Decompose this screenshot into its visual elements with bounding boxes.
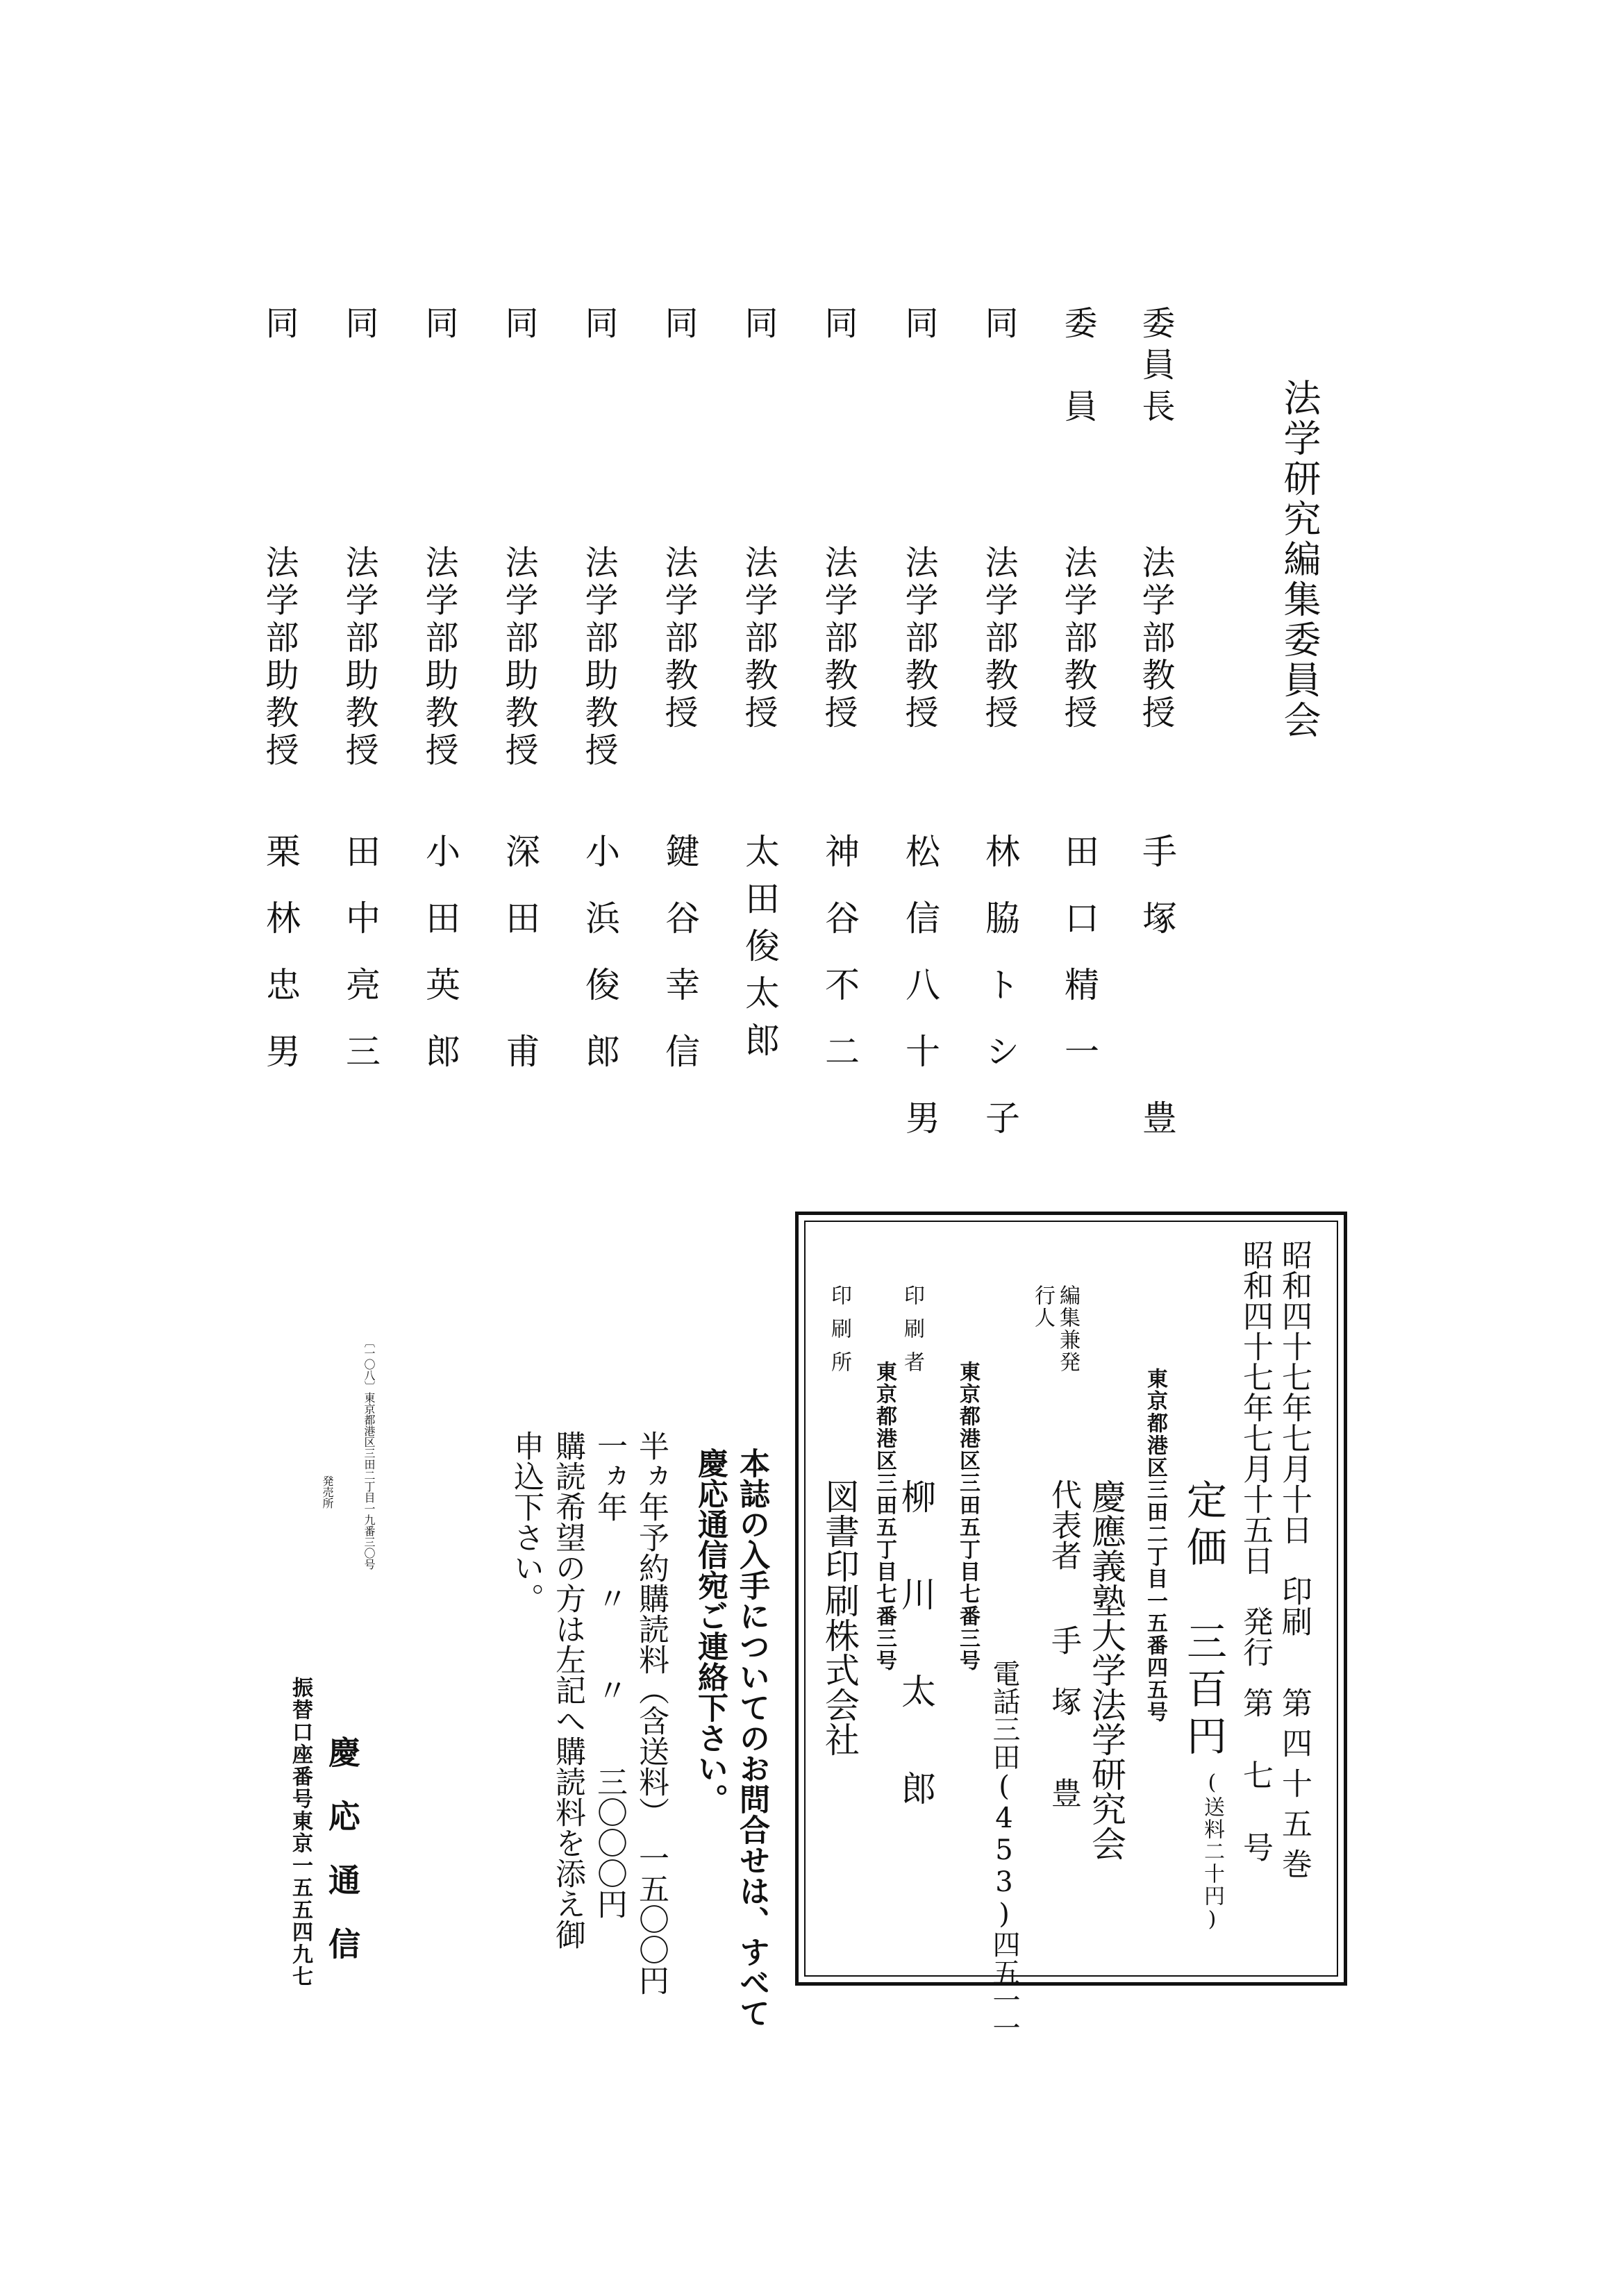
- committee-member: [655, 305, 710, 1166]
- member-role: 同: [340, 305, 378, 347]
- member-name: 深田 甫: [500, 833, 540, 1100]
- member-affiliation: 法学部助教授: [499, 545, 538, 770]
- editor-label: 編集兼発行人: [1031, 1284, 1080, 1373]
- member-affiliation: 法学部助教授: [579, 545, 618, 770]
- colophon-box: [795, 1212, 1347, 2041]
- postage: (送料二十円): [1200, 1770, 1224, 1933]
- print-date: 昭和四十七年七月十日 印刷: [1276, 1239, 1312, 1636]
- member-affiliation: 法学部教授: [1136, 545, 1175, 732]
- member-affiliation: 法学部教授: [659, 545, 698, 732]
- publisher-address: 東京都港区三田二丁目一五番四五号: [1143, 1368, 1167, 1723]
- member-role: 同: [260, 305, 299, 347]
- member-name: 鍵谷幸信: [660, 833, 700, 1100]
- price: 定価 三百円: [1180, 1479, 1227, 1762]
- distributor-address: 〔一〇八〕東京都港区三田二丁目一九番三〇号: [362, 1336, 376, 1570]
- print-shop-address: 東京都港区三田五丁目七番三号: [872, 1361, 896, 1672]
- member-name: 小田英郎: [420, 833, 460, 1100]
- committee-member: [256, 305, 311, 1166]
- member-role: 委員長: [1136, 305, 1175, 430]
- member-role: 委 員: [1058, 305, 1097, 430]
- member-role: 同: [979, 305, 1018, 347]
- committee-member: [575, 305, 631, 1166]
- committee-member: [415, 305, 471, 1166]
- member-affiliation: 法学部教授: [1058, 545, 1097, 732]
- printer-name: 柳 川 太 郎: [896, 1479, 936, 1819]
- member-role: 同: [499, 305, 538, 347]
- member-affiliation: 法学部助教授: [260, 545, 299, 770]
- publisher-org: 慶應義塾大学法学研究会: [1086, 1479, 1126, 1861]
- member-affiliation: 法学部教授: [739, 545, 778, 732]
- member-name: 神谷不二: [819, 833, 860, 1100]
- committee-member: [895, 305, 951, 1166]
- member-name: 栗林忠男: [260, 833, 301, 1100]
- member-affiliation: 法学部助教授: [419, 545, 458, 770]
- volume-number: 第四十五巻: [1276, 1687, 1312, 1888]
- member-affiliation: 法学部助教授: [340, 545, 378, 770]
- member-name: 太田俊太郎: [740, 833, 780, 1069]
- member-role: 同: [819, 305, 858, 347]
- member-role: 同: [659, 305, 698, 347]
- committee-member: [495, 305, 551, 1166]
- distributor-name: 慶 応 通 信: [324, 1736, 361, 1959]
- editor-representative-label: 代表者: [1046, 1479, 1081, 1570]
- distributor-label: 発売所: [321, 1475, 334, 1509]
- committee-member: [335, 305, 391, 1166]
- issue-date: 昭和四十七年七月十五日 発行: [1237, 1239, 1273, 1667]
- committee-title: 法学研究編集委員会: [1278, 378, 1321, 741]
- member-name: 林脇トシ子: [980, 833, 1020, 1166]
- member-affiliation: 法学部教授: [819, 545, 858, 732]
- publisher-phone: 電話三田(453)四五一一: [988, 1659, 1020, 2041]
- member-name: 田中亮三: [340, 833, 381, 1100]
- issue-number: 第 七 号: [1237, 1687, 1273, 1868]
- subscription-request-line2: 申込下さい。: [508, 1430, 544, 1614]
- inquiry-note-line1: 本誌の入手についてのお問合せは、すべて: [734, 1448, 769, 2028]
- committee-member: [1132, 305, 1187, 1166]
- member-role: 同: [899, 305, 938, 347]
- transfer-account: 振替口座番号東京一五五四九七: [288, 1677, 312, 1988]
- member-name: 田口精一: [1059, 833, 1099, 1100]
- committee-member: [1054, 305, 1110, 1166]
- inquiry-note-line2: 慶応通信宛ご連絡下さい。: [692, 1448, 728, 1814]
- member-role: 同: [579, 305, 618, 347]
- subscription-request-line1: 購読希望の方は左記へ購読料を添え御: [550, 1430, 585, 1950]
- member-role: 同: [419, 305, 458, 347]
- printer-label: 印刷者: [900, 1284, 924, 1384]
- committee-member: [735, 305, 790, 1166]
- committee-member: [815, 305, 870, 1166]
- member-affiliation: 法学部教授: [979, 545, 1018, 732]
- committee-member: [975, 305, 1031, 1166]
- member-name: 松信八十男: [900, 833, 940, 1166]
- member-name: 手塚 豊: [1137, 833, 1177, 1166]
- printer-address: 東京都港区三田五丁目七番三号: [956, 1361, 980, 1672]
- subscription-full-year: 一ヵ年 〃 〃 三〇〇〇円: [592, 1430, 627, 1919]
- print-shop-label: 印刷所: [827, 1284, 851, 1384]
- member-role: 同: [739, 305, 778, 347]
- print-shop-name: 図書印刷株式会社: [819, 1479, 860, 1757]
- member-affiliation: 法学部教授: [899, 545, 938, 732]
- editor-name: 手 塚 豊: [1046, 1625, 1081, 1808]
- subscription-half-year: 半ヵ年予約購読料（含送料） 一五〇〇円: [633, 1430, 669, 1995]
- member-name: 小浜俊郎: [580, 833, 620, 1100]
